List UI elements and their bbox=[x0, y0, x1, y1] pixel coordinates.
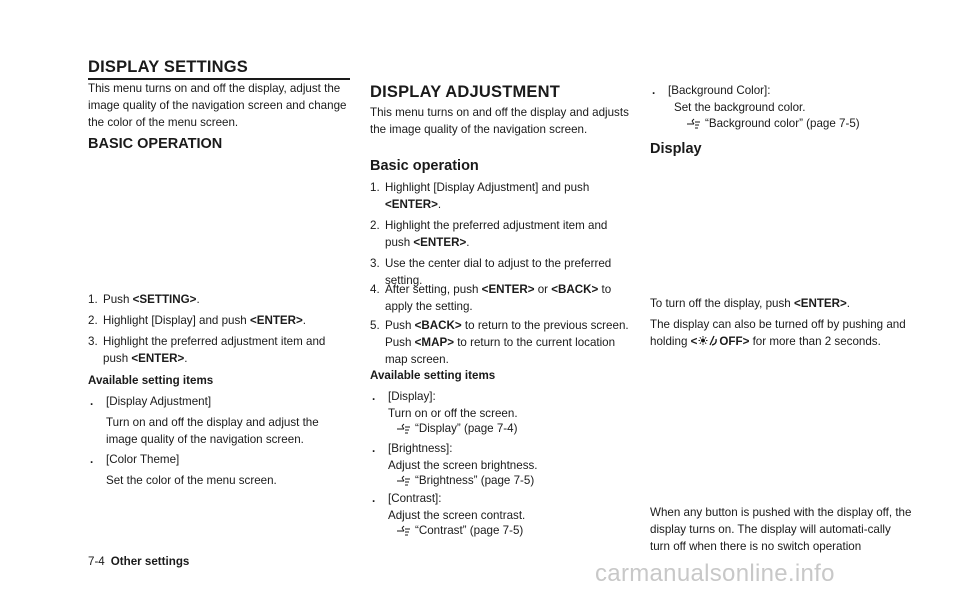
item-description: Turn on or off the screen. bbox=[388, 407, 518, 420]
step-text: to return to the previous screen. Push bbox=[385, 319, 629, 349]
item-title: [Background Color]: bbox=[668, 84, 771, 97]
key-label-part: OFF> bbox=[719, 334, 750, 348]
item-title: [Color Theme] bbox=[106, 453, 180, 466]
list-item bbox=[88, 313, 350, 330]
step-text: Use the center dial to adjust to the preferred setting. bbox=[385, 257, 612, 287]
key-label: <BACK> bbox=[551, 283, 599, 296]
reference-text: “Contrast” (page 7-5) bbox=[415, 524, 524, 537]
watermark: carmanualsonline.info bbox=[595, 560, 835, 587]
pointing-hand-icon bbox=[396, 525, 412, 537]
brightness-icon bbox=[697, 335, 719, 346]
list-item bbox=[650, 83, 912, 100]
step-number: 5. bbox=[370, 319, 380, 332]
items-heading: Available setting items bbox=[88, 374, 214, 387]
basic-operation-heading: BASIC OPERATION bbox=[88, 136, 223, 152]
page-reference[interactable] bbox=[686, 116, 860, 133]
step-number: 3. bbox=[88, 335, 98, 348]
page-number: 7-4 bbox=[88, 555, 105, 568]
bullet: . bbox=[652, 84, 656, 97]
pointing-hand-icon bbox=[686, 118, 702, 130]
section-heading: DISPLAY ADJUSTMENT bbox=[370, 83, 561, 101]
step-text: After setting, push bbox=[385, 283, 482, 296]
list-item bbox=[88, 334, 350, 368]
key-label: <ENTER> bbox=[385, 197, 438, 211]
step-text: Highlight [Display] and push bbox=[103, 314, 250, 327]
intro-paragraph: This menu turns on and off the display and adjusts the image quality of the navigation screen. bbox=[370, 106, 629, 136]
bullet: . bbox=[90, 395, 94, 408]
bullet: . bbox=[372, 442, 376, 455]
reference-text: “Display” (page 7-4) bbox=[415, 422, 518, 435]
pointing-hand-icon bbox=[396, 475, 412, 487]
step-text: . bbox=[437, 197, 442, 211]
step-number: 2. bbox=[88, 314, 98, 327]
list-item bbox=[370, 318, 632, 368]
step-number: 1. bbox=[370, 181, 380, 194]
items-heading: Available setting items bbox=[370, 369, 496, 382]
list-item bbox=[370, 180, 632, 214]
item-title: [Contrast]: bbox=[388, 492, 442, 505]
page-footer bbox=[88, 555, 189, 568]
paragraph-text: The display can also be turned off by pushing and holding bbox=[650, 318, 906, 348]
list-item bbox=[88, 452, 350, 469]
step-text: . bbox=[184, 351, 188, 365]
item-description: Set the color of the menu screen. bbox=[106, 474, 277, 487]
step-text: . bbox=[302, 314, 307, 327]
step-text: . bbox=[466, 235, 470, 249]
paragraph-text: . bbox=[846, 297, 851, 310]
list-item bbox=[88, 292, 350, 309]
key-label: <SETTING> bbox=[132, 293, 197, 306]
pointing-hand-icon bbox=[396, 423, 412, 435]
item-description: Adjust the screen brightness. bbox=[388, 459, 538, 472]
item-title: [Display]: bbox=[388, 390, 436, 403]
intro-paragraph: This menu turns on and off the display, adjust the image quality of the navigation screen and change the color of the menu screen. bbox=[88, 82, 347, 129]
paragraph bbox=[650, 296, 912, 313]
step-text: to return to the current location map screen. bbox=[385, 335, 616, 366]
step-text: Highlight the preferred adjustment item and push bbox=[103, 335, 326, 365]
step-text: Highlight [Display Adjustment] and push bbox=[385, 181, 590, 194]
item-description: Adjust the screen contrast. bbox=[388, 509, 526, 522]
section-name: Other settings bbox=[110, 555, 190, 568]
key-label: <ENTER> bbox=[413, 235, 467, 249]
step-text: Highlight the preferred adjustment item and push bbox=[385, 219, 608, 249]
bullet: . bbox=[90, 453, 94, 466]
key-label: <BACK> bbox=[414, 319, 462, 332]
bullet: . bbox=[372, 492, 376, 505]
key-label bbox=[691, 335, 750, 348]
list-item bbox=[370, 389, 632, 406]
item-title: [Display Adjustment] bbox=[106, 395, 212, 408]
step-text: . bbox=[196, 293, 200, 306]
paragraph: When any button is pushed with the display off, the display turns on. The display will automati-cally turn off when there is no switch operation bbox=[650, 506, 912, 553]
paragraph-text: for more than 2 seconds. bbox=[749, 334, 881, 348]
step-number: 3. bbox=[370, 257, 380, 270]
page-reference[interactable] bbox=[396, 473, 534, 490]
key-label: <ENTER> bbox=[249, 314, 303, 327]
list-item bbox=[370, 282, 632, 316]
paragraph bbox=[650, 317, 912, 351]
display-heading: Display bbox=[650, 141, 702, 157]
heading-rule bbox=[88, 78, 350, 80]
step-number: 1. bbox=[88, 293, 98, 306]
key-label: <ENTER> bbox=[131, 351, 185, 365]
list-item bbox=[88, 394, 350, 411]
step-number: 2. bbox=[370, 219, 380, 232]
reference-text: “Background color” (page 7-5) bbox=[705, 117, 860, 130]
list-item bbox=[370, 441, 632, 458]
step-text: or bbox=[534, 283, 552, 296]
step-text: Push bbox=[385, 319, 415, 332]
step-text: Push bbox=[103, 293, 133, 306]
list-item bbox=[370, 491, 632, 508]
list-item bbox=[370, 218, 632, 252]
reference-text: “Brightness” (page 7-5) bbox=[415, 474, 535, 487]
item-description: Set the background color. bbox=[674, 101, 806, 114]
step-text: to apply the setting. bbox=[385, 283, 612, 313]
key-label-part: < bbox=[690, 334, 698, 348]
key-label: <ENTER> bbox=[793, 297, 847, 310]
page-reference[interactable] bbox=[396, 523, 523, 540]
basic-operation-heading: Basic operation bbox=[370, 158, 479, 174]
key-label: <MAP> bbox=[414, 335, 454, 349]
item-description: Turn on and off the display and adjust the image quality of the navigation screen. bbox=[106, 416, 319, 446]
step-number: 4. bbox=[370, 283, 380, 296]
item-title: [Brightness]: bbox=[388, 442, 453, 455]
key-label: <ENTER> bbox=[481, 283, 535, 296]
bullet: . bbox=[372, 390, 376, 403]
page-reference[interactable] bbox=[396, 421, 517, 438]
paragraph-text: To turn off the display, push bbox=[650, 297, 794, 310]
section-heading: DISPLAY SETTINGS bbox=[88, 58, 248, 76]
